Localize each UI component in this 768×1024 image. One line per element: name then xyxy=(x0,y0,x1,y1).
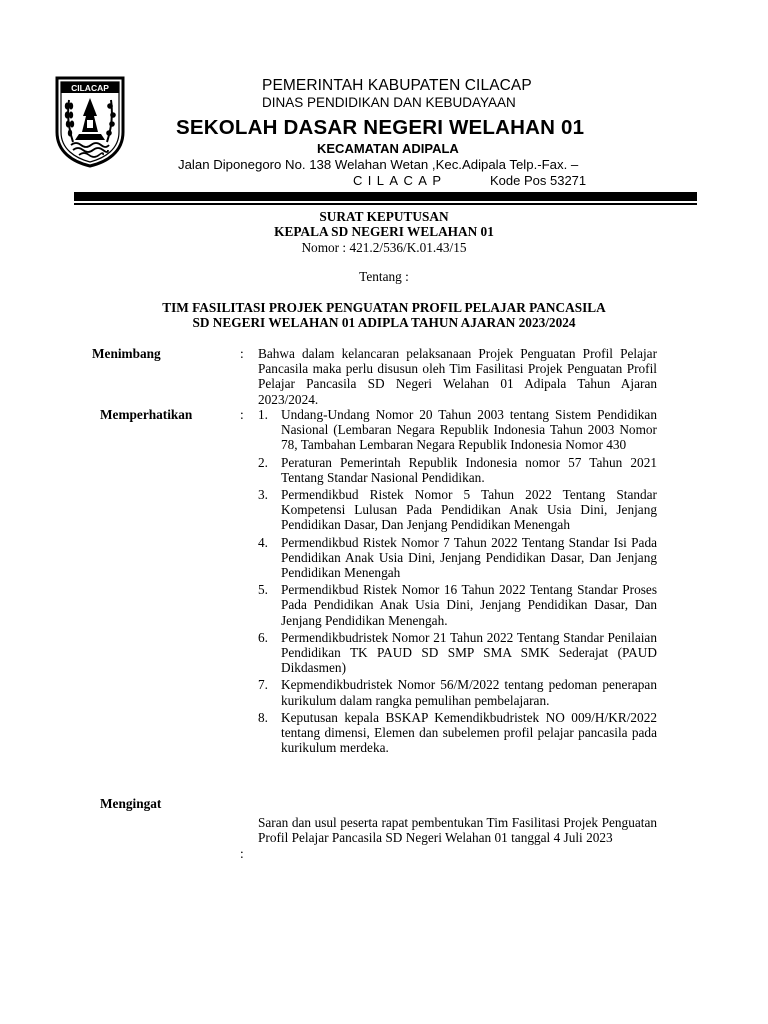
list-item-number: 7. xyxy=(258,677,268,693)
list-item-number: 6. xyxy=(258,629,268,645)
memperhatikan-label: Memperhatikan xyxy=(100,407,193,422)
mengingat-text: Saran dan usul peserta rapat pembentukan Tim Fasilitasi Projek Penguatan Profil Pelajar Pancasila SD Negeri Welahan 01 tanggal 4 Juli 2023 xyxy=(258,815,657,846)
list-item-number: 2. xyxy=(258,454,268,470)
list-item xyxy=(258,710,657,756)
list-item-text: Undang-Undang Nomor 20 Tahun 2003 tentang Sistem Pendidikan Nasional (Lembaran Negara Republik Indonesia Tahun 2003 Nomor 78, Tambahan Lembaran Negara Republik Indonesia Nomor 430 xyxy=(281,407,657,453)
list-item-text: Peraturan Pemerintah Republik Indonesia nomor 57 Tahun 2021 Tentang Standar Nasional Pendidikan. xyxy=(281,454,657,485)
list-item-text: Kepmendikbudristek Nomor 56/M/2022 tentang pedoman penerapan kurikulum dalam rangka pemulihan pembelajaran. xyxy=(281,677,657,708)
document-title: SURAT KEPUTUSAN xyxy=(319,209,449,224)
list-item xyxy=(258,535,657,581)
list-item xyxy=(258,677,657,707)
city-name: CILACAP xyxy=(353,173,447,188)
list-item-text: Keputusan kepala BSKAP Kemendikbudristek NO 009/H/KR/2022 tentang dimensi, Elemen dan subelemen profil pelajar pancasila pada kurikulum merdeka. xyxy=(281,709,657,756)
government-name: PEMERINTAH KABUPATEN CILACAP xyxy=(262,77,532,94)
list-item-number: 1. xyxy=(258,407,268,422)
mengingat-colon: : xyxy=(240,846,244,861)
list-item-text: Permendikbud Ristek Nomor 7 Tahun 2022 Tentang Standar Isi Pada Pendidikan Anak Usia Dini, Jenjang Pendidikan Dasar, Dan Jenjang Pendidikan Menengah xyxy=(281,534,657,581)
menimbang-label: Menimbang xyxy=(92,346,161,361)
list-item xyxy=(258,630,657,676)
document-subtitle: KEPALA SD NEGERI WELAHAN 01 xyxy=(274,224,494,239)
department-name: DINAS PENDIDIKAN DAN KEBUDAYAAN xyxy=(262,95,516,110)
emblem-label: CILACAP xyxy=(71,83,109,93)
letterhead-divider-thin xyxy=(74,203,697,205)
list-item-text: Permendikbud Ristek Nomor 16 Tahun 2022 Tentang Standar Proses Pada Pendidikan Anak Usia Dini, Jenjang Pendidikan Dasar, Dan Jenjang Pendidikan Menengah. xyxy=(281,582,657,628)
school-address: Jalan Diponegoro No. 138 Welahan Wetan ,Kec.Adipala Telp.-Fax. – xyxy=(178,157,579,172)
list-item xyxy=(258,407,657,453)
list-item-text: Permendikbud Ristek Nomor 5 Tahun 2022 Tentang Standar Kompetensi Lulusan Pada Pendidikan Anak Usia Dini, Jenjang Pendidikan Dasar, Dan Jenjang Pendidikan Menengah xyxy=(281,487,657,533)
list-item xyxy=(258,455,657,485)
list-item xyxy=(258,582,657,628)
list-item xyxy=(258,487,657,533)
list-item-number: 5. xyxy=(258,582,268,598)
list-item-number: 8. xyxy=(258,709,268,725)
list-item-number: 3. xyxy=(258,487,268,503)
district-name: KECAMATAN ADIPALA xyxy=(317,141,459,156)
document-number: Nomor : 421.2/536/K.01.43/15 xyxy=(301,240,467,255)
list-item-number: 4. xyxy=(258,534,268,550)
mengingat-label: Mengingat xyxy=(100,796,162,811)
menimbang-text: Bahwa dalam kelancaran pelaksanaan Projek Penguatan Profil Pelajar Pancasila maka perlu disusun oleh Tim Fasilitasi Projek Penguatan Profil Pelajar Pancasila SD Negeri Welahan 01 Adipala Tahun Ajaran 2023/2024. xyxy=(258,346,657,407)
list-item-text: Permendikbudristek Nomor 21 Tahun 2022 Tentang Standar Penilaian Pendidikan TK PAUD SD SMP SMA SMK Sederajat (PAUD Dikdasmen) xyxy=(281,629,657,676)
subject-line-2: SD NEGERI WELAHAN 01 ADIPLA TAHUN AJARAN 2023/2024 xyxy=(192,315,576,330)
subject-line-1: TIM FASILITASI PROJEK PENGUATAN PROFIL PELAJAR PANCASILA xyxy=(162,300,606,315)
memperhatikan-list xyxy=(258,407,657,757)
menimbang-colon: : xyxy=(240,346,244,361)
letterhead-divider-thick xyxy=(74,192,697,201)
school-name: SEKOLAH DASAR NEGERI WELAHAN 01 xyxy=(176,116,585,139)
cilacap-regency-emblem xyxy=(53,76,127,168)
memperhatikan-colon: : xyxy=(240,407,244,422)
about-label: Tentang : xyxy=(359,269,409,284)
postal-code: Kode Pos 53271 xyxy=(490,173,587,188)
